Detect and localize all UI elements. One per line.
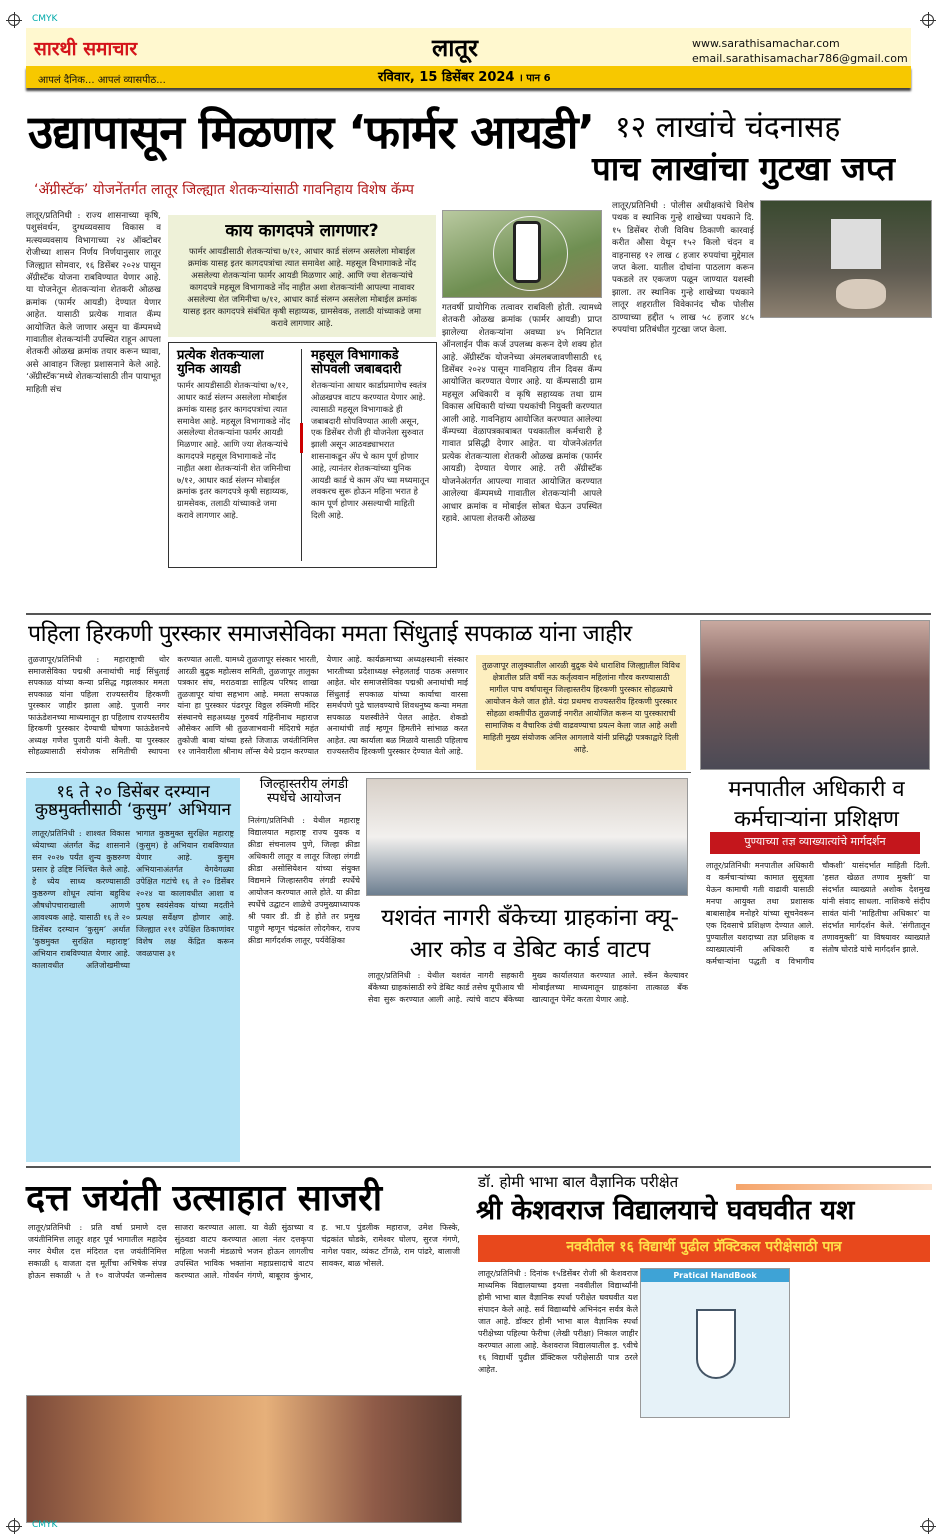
gutkha-headline-line1: १२ लाखांचे चंदनासह <box>615 110 841 145</box>
datta-jayanti-photo <box>26 1395 462 1523</box>
sidebar-title-unique-id: प्रत्येक शेतकऱ्याला युनिक आयडी <box>177 348 264 377</box>
print-mark: CMYK <box>32 14 58 24</box>
issue-date: रविवार, 15 डिसेंबर 2024 <box>378 70 515 85</box>
sidebar-box <box>168 342 437 568</box>
sidebar-title-revenue: महसूल विभागाकडे सोपवली जबाबदारी <box>311 348 402 377</box>
farmer-app-photo <box>442 210 602 298</box>
homi-kicker: डॉ. होमी भाभा बाल वैज्ञानिक परीक्षेत <box>478 1173 679 1191</box>
registration-mark-icon <box>922 1520 934 1532</box>
lead-body-continued: गतवर्षी प्रायोगिक तत्वावर राबविली होती. त्यामध्ये शेतकरी ओळख क्रमांक (फार्मर आयडी) प्राप्त झालेल्या शेतकऱ्यांना अवघ्या ४५ मिनिटात ऑनलाईन पीक कर्ज उपलब्ध करून देणे शक्य होत आहे. अ‍ॅग्रीस्टॅक योजनेच्या अंमलबजावणीसाठी १६ डिसेंबर २०२४ पासून गावनिहाय तीन दिवस कॅम्प आयोजित करण्यात येणार आहे. या कॅम्पसाठी ग्राम महसूल अधिकारी व कृषि सहाय्यक तथा ग्राम विकास अधिकारी यांच्या पथकांची नियुक्ती करण्यात आली आहे. गावनिहाय आयोजित करण्यात आलेल्या कॅम्पच्या वेळापत्रकाबाबत पथकातील कर्मचारी हे गावात प्रसिद्धी देणार आहेत. या योजनेअंतर्गत प्रत्येक शेतकऱ्याला शेतकरी ओळख क्रमांक (फार्मर आयडी) देण्यात येणार आहे. तरी अ‍ॅग्रीस्टॅक योजनेअंतर्गत आपल्या गावात आयोजित करण्यात आलेल्या कॅम्पमध्ये गावातील शेतकऱ्यांनी आपले आधार क्रमांक व मोबाईल सोबत घेऊन उपस्थित रहावे. आपला शेतकरी ओळख <box>442 303 602 524</box>
website-link[interactable]: www.sarathisamachar.com <box>692 37 840 50</box>
sidebar-text-unique-id: फार्मर आयडीसाठी शेतकऱ्यांचा ७/१२, आधार कार्ड संलग्न असलेला मोबाईल क्रमांक यासह इतर कागदपत्रांचा त्यात समावेश आहे. महसूल विभागाकडे नोंद असलेल्या शेतकऱ्यांना फार्मर आयडी मिळणार आहे. आणि ज्या शेतकऱ्यांचे कागदपत्रे महसूल विभागाकडे नोंद नाहीत अशा शेतकऱ्यांनी शेत जमिनीचा ७/१२, आधार कार्ड संलग्न मोबाईल क्रमांक इतर कागदपत्रे कृषी सहाय्यक, ग्रामसेवक, तलाठी यांच्याकडे जमा करावे लागणार आहे. <box>177 380 291 521</box>
police-seizure-photo <box>760 200 932 318</box>
manpa-body: लातूर/प्रतिनिधीः मनपातील अधिकारी व कर्मचाऱ्यांच्या कामात सुसूत्रता येऊन कामाची गती वाढावी यासाठी मनपा आयुक्त तथा प्रशासक बाबासाहेब मनोहरे यांच्या सूचनेवरून एक दिवसाचे प्रशिक्षण देण्यात आले. पुण्यातील यशदाच्या तज्ञ प्रशिक्षक व व्याख्यात्यांनी अधिकारी व कर्मचाऱ्यांना पद्धती व विभागीय चौकशी’ यासंदर्भात माहिती दिली. ‘हसत खेळत तणाव मुक्ती’ या संदर्भात व्याख्याते अशोक देशमुख यांनी संवाद साधला. नाशिकचे संदीप सावंत यांनी ‘माहितीचा अधिकार’ या संदर्भात मार्गदर्शन केले. ‘संगीतातून तणावमुक्ती’ या विषयावर व्याख्याते संतोष घोराडे यांचे मार्गदर्शन झाले. <box>706 861 930 966</box>
documents-box-text: फार्मर आयडीसाठी शेतकऱ्यांचा ७/१२, आधार कार्ड संलग्न असलेला मोबाईल क्रमांक यासह इतर कागदपत्रांचा त्यात समावेश आहे. महसूल विभागाकडे नोंद असलेल्या शेतकऱ्यांना फार्मर आयडी मिळणार आहे. आणि ज्या शेतकऱ्यांचे कागदपत्रे महसूल विभागाकडे नोंद नाहीत अशा शेतकऱ्यांनी आपल्या नावावर असलेल्या शेत जमिनीचा ७/१२, आधार कार्ड संलग्न असलेला मोबाईल क्रमांक यासह इतर कागदपत्रे संबंधित कृषी सहाय्यक, ग्रामसेवक, तलाठी यांच्याकडे जमा करावे लागणार आहे. <box>182 245 422 328</box>
lead-body: लातूर/प्रतिनिधी : राज्य शासनाच्या कृषि, पशुसंवर्धन, दुग्धव्यवसाय विकास व मत्स्यव्यवसाय विभागाच्या २४ ऑक्टोबर रोजीच्या शासन निर्णय निर्णयानुसार लातूर जिल्ह्यात सोमवार, १६ डिसेंबर २०२४ पासून अ‍ॅग्रीस्टॅक योजना राबविण्यात येणार आहे. या योजनेतून शेतकऱ्यांना शेतकरी ओळख क्रमांक (फार्मर आयडी) देण्यात येणार आहेत. यासाठी प्रत्येक गावात कॅम्प आयोजित केले जाणार असून या कॅम्पमध्ये गावातील शेतकऱ्यांनी उपस्थित राहून आपला शेतकरी ओळख क्रमांक तयार करून घ्यावा, असे आवाहन जिल्हा प्रशासनाने केले आहे. ‘अ‍ॅग्रीस्टॅक’मध्ये शेतकऱ्यांसाठी तीन पायाभूत माहिती संच <box>26 211 161 395</box>
datta-headline: दत्त जयंती उत्साहात साजरी <box>26 1178 383 1219</box>
manpa-headline: मनपातील अधिकारी व कर्मचाऱ्यांना प्रशिक्षण <box>728 777 905 832</box>
sidebar-text-revenue: शेतकऱ्यांना आधार कार्डाप्रमाणेच स्वतंत्र ओळखपत्र वाटप करण्यात येणार आहे. त्यासाठी महसूल विभागाकडे ही जबाबदारी सोपविण्यात आली असून, एक डिसेंबर रोजी ही योजनेला सुरुवात झाली असून आठवड्याभरात शासनाकडून अ‍ॅप चे काम पूर्ण होणार आहे, त्यानंतर शेतकऱ्यांच्या युनिक आयडी कार्ड चे काम अ‍ॅप च्या मध्यमातून लवकरच सुरू होऊन महिना भरात हे काम पूर्ण होणार असल्याची माहिती दिली आहे. <box>311 380 430 521</box>
email-link[interactable]: email.sarathisamachar786@gmail.com <box>692 52 908 65</box>
manpa-banner: पुण्याच्या तज्ञ व्याख्यात्यांचे मार्गदर्शन <box>710 832 920 854</box>
langdi-headline: जिल्हास्तरीय लंगडी स्पर्धेचे आयोजन <box>259 777 349 806</box>
homi-banner: नववीतील १६ विद्यार्थी पुढील प्रॅक्टिकल परीक्षेसाठी पात्र <box>478 1235 930 1262</box>
registration-mark-icon <box>922 14 934 26</box>
documents-box-title: काय कागदपत्रे लागणार? <box>225 221 379 241</box>
hirkani-body: तुळजापूर/प्रतिनिधी : महाराष्ट्राची थोर समाजसेविका पद्मश्री अनाथांची माई सिंधुताई सपकाळ यांच्या कन्या प्रसिद्ध गझलकार ममता सपकाळ यांना पहिला राज्यस्तरीय हिरकणी पुरस्कार जाहीर झाला आहे. पुजारी नगर फाऊंडेशनच्या माध्यमातून हा पहिलाच राज्यस्तरीय हिरकणी पुरस्कार देण्याची घोषणा फाऊंडेशनचे अध्यक्ष गणेश पुजारी यांनी केली. या पुरस्कार सोहळ्यासाठी संयोजक समितीची स्थापना करण्यात आली. यामध्ये तुळजापूर संस्कार भारती, आरळी बुद्रुक महोत्सव समिती, तुळजापूर तालुका पत्रकार संघ, मराठवाडा साहित्य परिषद शाखा तुळजापूर यांचा सहभाग आहे. ममता सपकाळ यांना हा पुरस्कार पंढरपूर विठ्ठल रुक्मिणी मंदिर संस्थानचे सहअध्यक्ष गुरुवर्य गहिनीनाथ महाराज औसेकर आणि श्री तुळजाभवानी मंदिराचे महंत तुकोजी बाबा यांच्या हस्ते जिजाऊ जयंतीनिमित्त १२ जानेवारीला श्रीनाथ लॉन्स येथे प्रदान करण्यात येणार आहे. कार्यक्रमाच्या अध्यक्षस्थानी संस्कार भारतीच्या प्रदेशाध्यक्ष स्नेहलताई पाठक असणार आहेत. थोर समाजसेविका पद्मश्री अनाथांची माई सिंधुताई सपकाळ यांच्या कार्याचा वारसा समर्थपणे पुढे चालवण्याचे शिवधनुष्य कन्या ममता सपकाळ यशस्वीतेने पेलत आहेत. शेकडो अनाथांची ताई म्हणून हिमतीने सांभाळ करत आहेत. त्या कार्याला बळ मिळावे यासाठी पहिलाच राज्यस्तरीय हिरकणी पुरस्कार देण्यात येतो आहे. <box>28 655 468 756</box>
hirkani-highlight-box: तुळजापूर तालुक्यातील आरळी बुद्रुक येथे धाराशिव जिल्ह्यातील विविध क्षेत्रातील प्रति वर्षी नऊ कर्तृत्ववान महिलांना गौरव करण्यासाठी मागील पाच वर्षापासून जिल्हास्तरीय हिरकणी पुरस्कार सोहळ्याचे आयोजन केले जात होते. यंदा प्रथमच राज्यस्तरीय हिरकणी पुरस्कार सोहळा शक्तीपीठ तुळजाई नगरीत आयोजित करून या पुरस्काराची सामाजिक व वैचारिक उंची वाढवण्याचा प्रयत्न केला जात आहे अशी माहिती मुख्य संयोजक अनिल आगलावे यांनी प्रसिद्धी पत्रकाद्वारे दिली आहे. <box>476 655 686 770</box>
kusum-headline: १६ ते २० डिसेंबर दरम्यान कुष्ठमुक्तीसाठी ‘कुसुम’ अभियान <box>35 782 231 820</box>
registration-mark-icon <box>8 1520 20 1532</box>
award-audience-photo <box>700 620 930 770</box>
tagline: आपलं दैनिक... आपलं व्यासपीठ... <box>38 75 166 86</box>
gutkha-body: लातूर/प्रतिनिधी : पोलीस अधीक्षकांचे विशेष पथक व स्थानिक गुन्हे शाखेच्या पथकाने दि. १५ डिसेंबर रोजी विविध ठिकाणी कारवाई करीत औसा येथून १५२ किलो चंदन व वाहनासह १२ लाख ८ हजार रुपयांचा मुद्देमाल जप्त केला. यातील दोघांना पाठलाग करून पकडले तर एकजण पळून जाण्यात यशस्वी झाला. तर स्थानिक गुन्हे शाखेच्या पथकाने लातूर शहरातील विवेकानंद चौक पोलीस ठाण्याच्या हद्दीत ५ लाख ५८ हजार ४८५ रुपयांचा प्रतिबंधीत गुटखा जप्त केला. <box>612 201 754 336</box>
hirkani-headline: पहिला हिरकणी पुरस्कार समाजसेविका ममता सिंधुताई सपकाळ यांना जाहीर <box>28 621 632 647</box>
datta-body: लातूर/प्रतिनिधी : प्रति वर्षा प्रमाणे दत्त जयंतीनिमित्त लातूर शहर पूर्व भागातील महादेव नगर येथील दत्त मंदिरात दत्त जयंतीनिमित्त सकाळी ६ वाजता दत्त मूर्तीचा अभिषेक संपन्न होऊन सकाळी ५ ते १० वाजेपर्यंत जन्मोत्सव साजरा करण्यात आला. या वेळी सुंठाच्या व सुंठवडा वाटप करण्यात आला नंतर दत्तकृपा महिला भजनी मंडळाचे भजन होऊन लागलीच उपस्थित भाविक भक्तांना महाप्रसादाचे वाटप करण्यात आले. गोवर्धन गंगणे, बाबूराव कुंभार, ह. भा.प पुंडलीक महाराज, उमेश फिस्के, चंद्रकांत घोडके, रामेश्वर घोलप, सुरज गंगणे, नागेश पवार, व्यंकट टोंगळे, राम पांढरे, बालाजी सावकर, बाळ भोसले. <box>28 1223 460 1280</box>
lead-subhead: ‘अ‍ॅग्रीस्टॅक’ योजनेंतर्गत लातूर जिल्ह्यात शेतकऱ्यांसाठी गावनिहाय विशेष कॅम्प <box>34 182 414 198</box>
handbook-label: Pratical HandBook <box>641 1269 789 1282</box>
homi-body: लातूर/प्रतिनिधी : दिनांक १५डिसेंबर रोजी श्री केशवराज माध्यमिक विद्यालयाच्या इयत्ता नववीतील विद्यार्थ्यांनी होमी भाभा बाल वैज्ञानिक स्पर्धा परीक्षेत घवघवीत यश संपादन केले आहे. सर्व विद्यार्थ्यांचे अभिनंदन सर्वत्र केले जात आहे. डॉक्टर होमी भाभा बाल वैज्ञानिक स्पर्धा परीक्षेच्या पहिल्या फेरीचा (लेखी परीक्षा) निकाल जाहीर करण्यात आला आहे. केशवराज विद्यालयातील इ. ९वीचे १६ विद्यार्थी पुढील प्रॅक्टिकल परीक्षेसाठी पात्र ठरले आहेत. <box>478 1269 638 1374</box>
bank-event-photo <box>366 778 688 896</box>
edition-name: लातूर <box>432 34 478 62</box>
page-number: । पान 6 <box>519 73 551 84</box>
homi-headline: श्री केशवराज विद्यालयाचे घवघवीत यश <box>476 1195 855 1226</box>
gutkha-headline-line2: पाच लाखांचा गुटखा जप्त <box>592 149 895 188</box>
langdi-body: निलंगा/प्रतिनिधी : येथील महाराष्ट्र विद्यालयात महाराष्ट्र राज्य युवक व क्रीडा संचनालय पुणे, जिल्हा क्रीडा अधिकारी लातूर व लातूर जिल्हा लंगडी क्रीडा असोसियेशन यांच्या संयुक्त विद्यमाने जिल्हास्तरीय लंगडी स्पर्धेचे आयोजन करण्यात आले होते. या क्रीडा स्पर्धेचे उद्घाटन शाळेचे उपमुख्याध्यापक श्री पवार डी. डी हे होते तर प्रमुख पाहुणे म्हणून चंद्रकांत लोदगेकर, राज्य क्रीडा मार्गदर्शक लातूर, पर्यवेक्षिका <box>248 816 360 945</box>
documents-box <box>168 215 436 337</box>
kusum-box <box>26 778 240 1162</box>
print-mark-footer: CMYK <box>32 1520 58 1530</box>
yashwant-body: लातूर/प्रतिनिधी : येथील यशवंत नागरी सहकारी बँकेच्या ग्राहकांसाठी रुपे डेबिट कार्ड तसेच यूपीआय ची सेवा सुरू करण्यात आली आहे. त्यांचे वाटप बँकेच्या मुख्य कार्यालयात करण्यात आले. स्कॅन केल्यावर मोबाईलच्या माध्यमातून ग्राहकांना तात्काळ बँक खात्यातून पेमेंट करता येणार आहे. <box>368 971 688 1004</box>
issue-date-line <box>378 71 551 85</box>
yashwant-headline: यशवंत नागरी बँकेच्या ग्राहकांना क्यू-आर कोड व डेबिट कार्ड वाटप <box>381 905 679 963</box>
registration-mark-icon <box>8 14 20 26</box>
newspaper-name: सारथी समाचार <box>34 38 138 60</box>
kusum-body: लातूर/प्रतिनिधी : शाश्वत विकास ध्येयाच्या अंतर्गत केंद्र शासनाने सन २०२७ पर्यंत शुन्य कुष्ठरुग्ण प्रसार हे उद्दिष्ट निश्चित केले आहे. हे ध्येय साध्य करण्यासाठी कुष्ठरुग्ण शोधून त्यांना बहुविध औषधोपचाराखाली आणणे आवश्यक आहे. यासाठी १६ ते २० डिसेंबर दरम्यान ‘कुसुम’ अर्थात ‘कुष्ठमुक्त सुरक्षित महाराष्ट्र’ अभियान राबविण्यात येणार आहे. कालावधीत अतिजोखमीच्या भागात कुष्ठमुक्त सुरक्षित महाराष्ट्र (कुसुम) हे अभियान राबविण्यात येणार आहे. कुसुम अभियानाअंतर्गत वेगवेगळ्या उपेक्षित गटांचे १६ ते २० डिसेंबर २०२४ या कालावधीत आशा व पुरुष स्वयंसेवक यांच्या मदतीने प्रत्यक्ष सर्वेक्षण होणार आहे. जिल्ह्यात २११ उपेक्षित ठिकाणांवर विशेष लक्ष केंद्रित करून जवळपास ३१ <box>32 828 234 970</box>
practical-handbook-image <box>640 1268 790 1418</box>
lead-headline: उद्यापासून मिळणार ‘फार्मर आयडी’ <box>28 105 595 159</box>
